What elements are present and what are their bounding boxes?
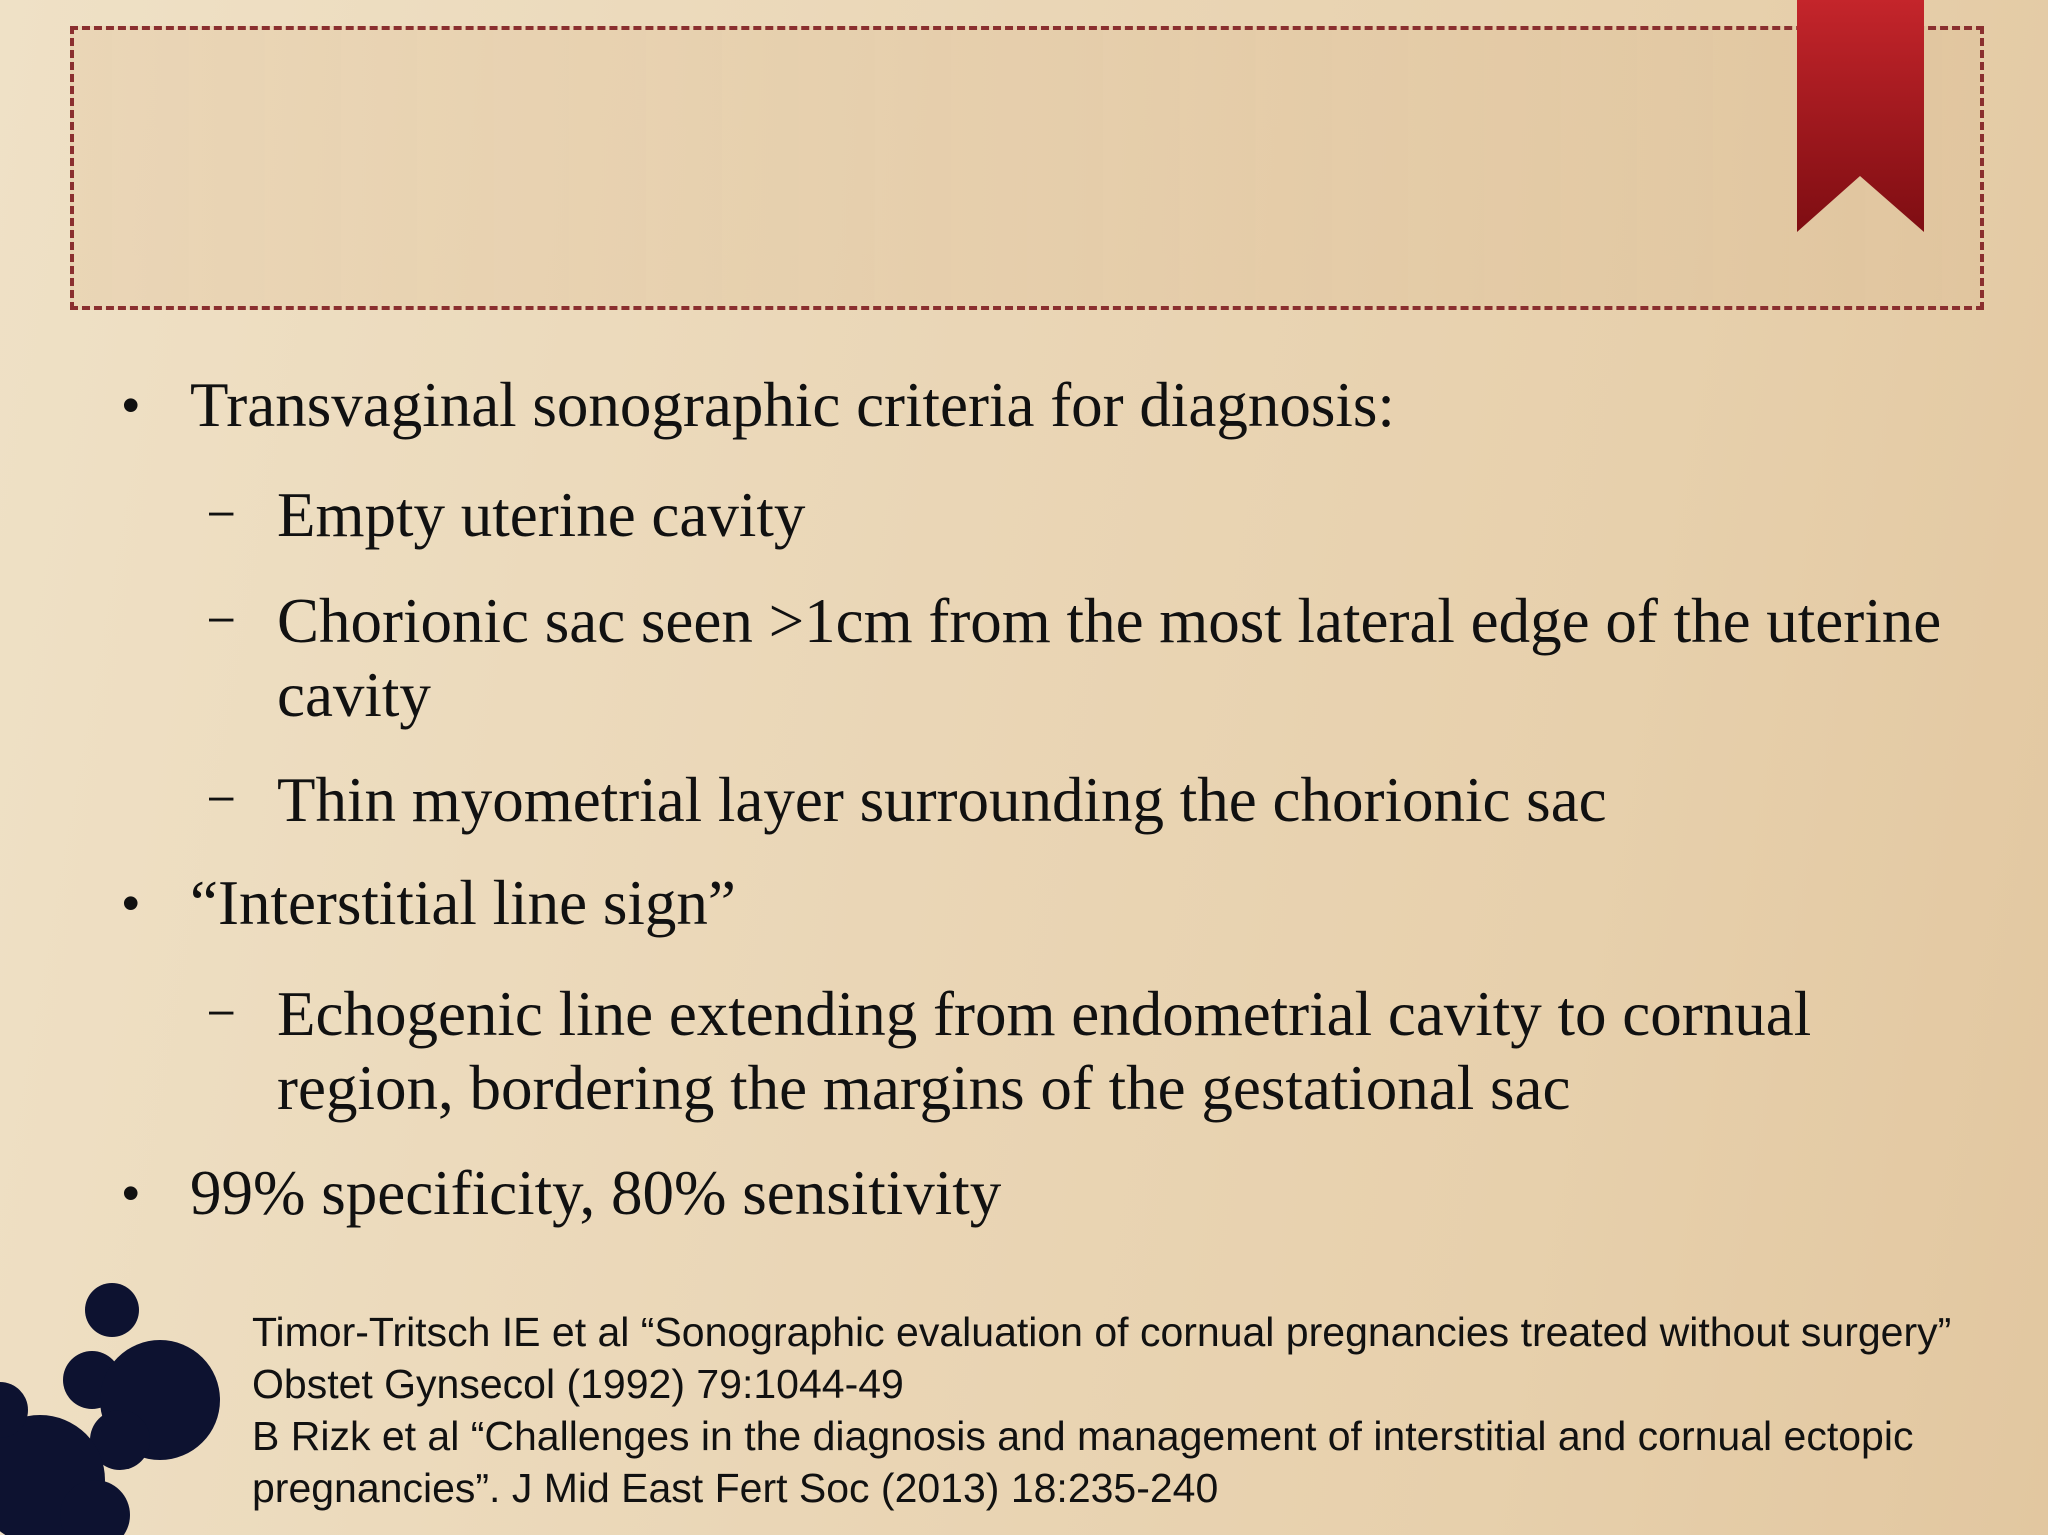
sub-bullet-marker: – bbox=[209, 985, 234, 1034]
sub-bullet-item bbox=[209, 584, 1997, 732]
reference-item: Timor-Tritsch IE et al “Sonographic evaluation of cornual pregnancies treated without surgery” Obstet Gynsecol (1992) 79:1044-49 bbox=[252, 1309, 1952, 1407]
sub-bullet-marker: – bbox=[209, 771, 234, 820]
decorative-ink-blobs bbox=[0, 1270, 240, 1535]
bullet-item bbox=[122, 367, 1395, 443]
sub-bullet-text: Empty uterine cavity bbox=[277, 480, 806, 550]
sub-bullet-item bbox=[209, 478, 1997, 552]
sub-bullet-item bbox=[209, 763, 1997, 837]
bullet-text: 99% specificity, 80% sensitivity bbox=[190, 1158, 1002, 1228]
bullet-marker: • bbox=[122, 1165, 140, 1221]
bullet-marker: • bbox=[122, 377, 140, 433]
reference-item: B Rizk et al “Challenges in the diagnosis and management of interstitial and cornual ectopic pregnancies”. J Mid East Fert Soc (2013) 18:235-240 bbox=[252, 1413, 1914, 1511]
sub-bullet-item bbox=[209, 977, 1997, 1125]
bullet-text: Transvaginal sonographic criteria for diagnosis: bbox=[190, 370, 1395, 440]
sub-bullet-marker: – bbox=[209, 592, 234, 641]
bullet-item bbox=[122, 1155, 1002, 1231]
bullet-marker: • bbox=[122, 875, 140, 931]
references bbox=[252, 1306, 2012, 1514]
sub-bullet-text: Chorionic sac seen >1cm from the most lateral edge of the uterine cavity bbox=[277, 586, 1942, 730]
sub-bullet-marker: – bbox=[209, 486, 234, 535]
sub-bullet-text: Thin myometrial layer surrounding the chorionic sac bbox=[277, 765, 1607, 835]
bullet-item bbox=[122, 865, 736, 941]
bullet-text: “Interstitial line sign” bbox=[190, 868, 736, 938]
sub-bullet-text: Echogenic line extending from endometrial cavity to cornual region, bordering the margins of the gestational sac bbox=[277, 979, 1812, 1123]
